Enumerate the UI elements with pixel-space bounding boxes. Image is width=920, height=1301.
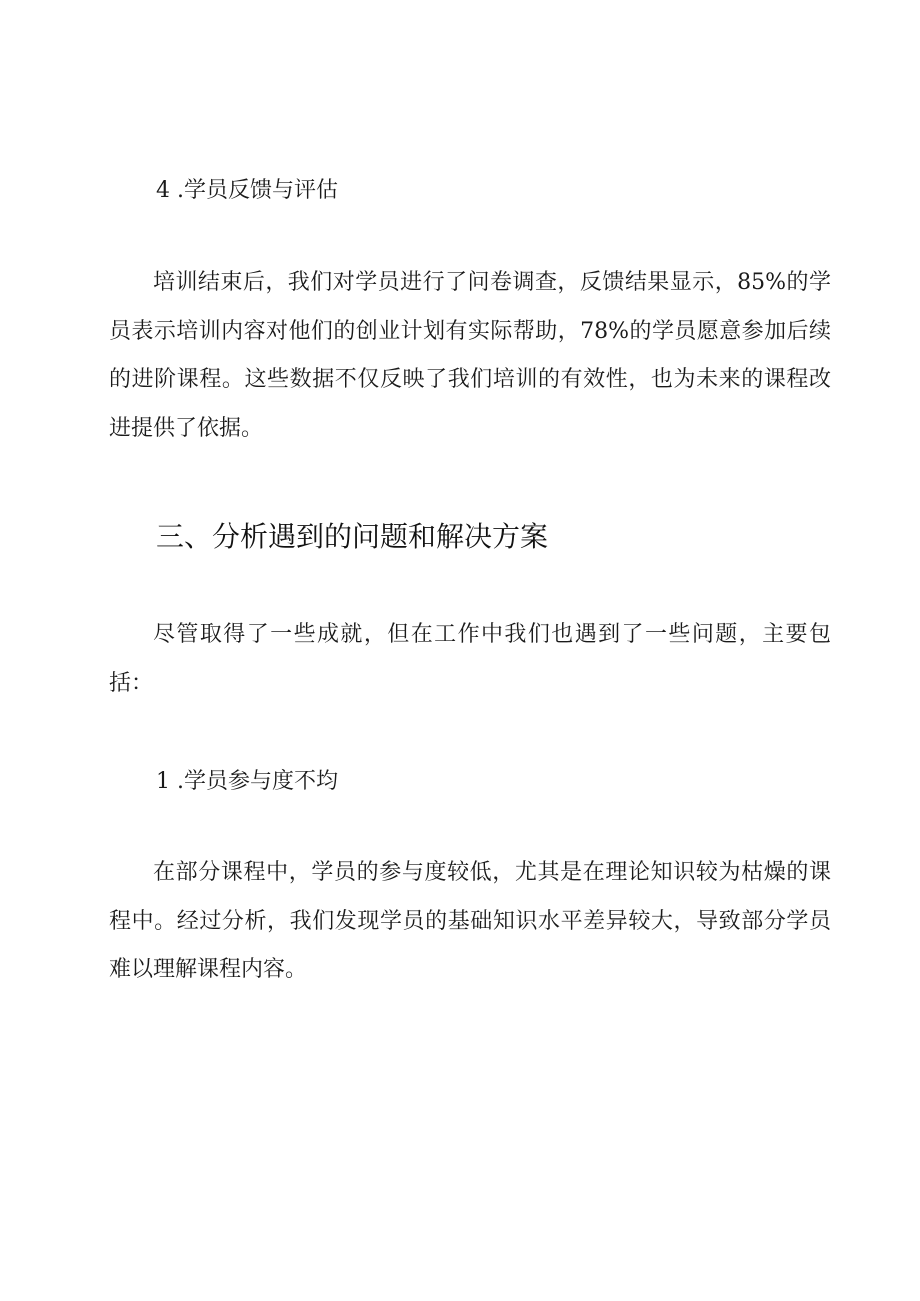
paragraph-participation-analysis: 在部分课程中，学员的参与度较低，尤其是在理论知识较为枯燥的课程中。经过分析，我们发现学员的基础知识水平差异较大，导致部分学员难以理解课程内容。 [109,860,831,982]
subheading-participation-uneven: 1 .学员参与度不均 [156,769,338,794]
paragraph-feedback-results: 培训结束后，我们对学员进行了问卷调查，反馈结果显示，85%的学员表示培训内容对他们的创业计划有实际帮助，78%的学员愿意参加后续的进阶课程。这些数据不仅反映了我们培训的有效性，也为未来的课程改进提供了依据。 [109,270,831,441]
section-title-problems-solutions: 三、分析遇到的问题和解决方案 [156,520,549,553]
paragraph-problems-intro: 尽管取得了一些成就，但在工作中我们也遇到了一些问题，主要包括： [109,622,831,696]
subheading-feedback-evaluation: 4 .学员反馈与评估 [156,178,338,203]
